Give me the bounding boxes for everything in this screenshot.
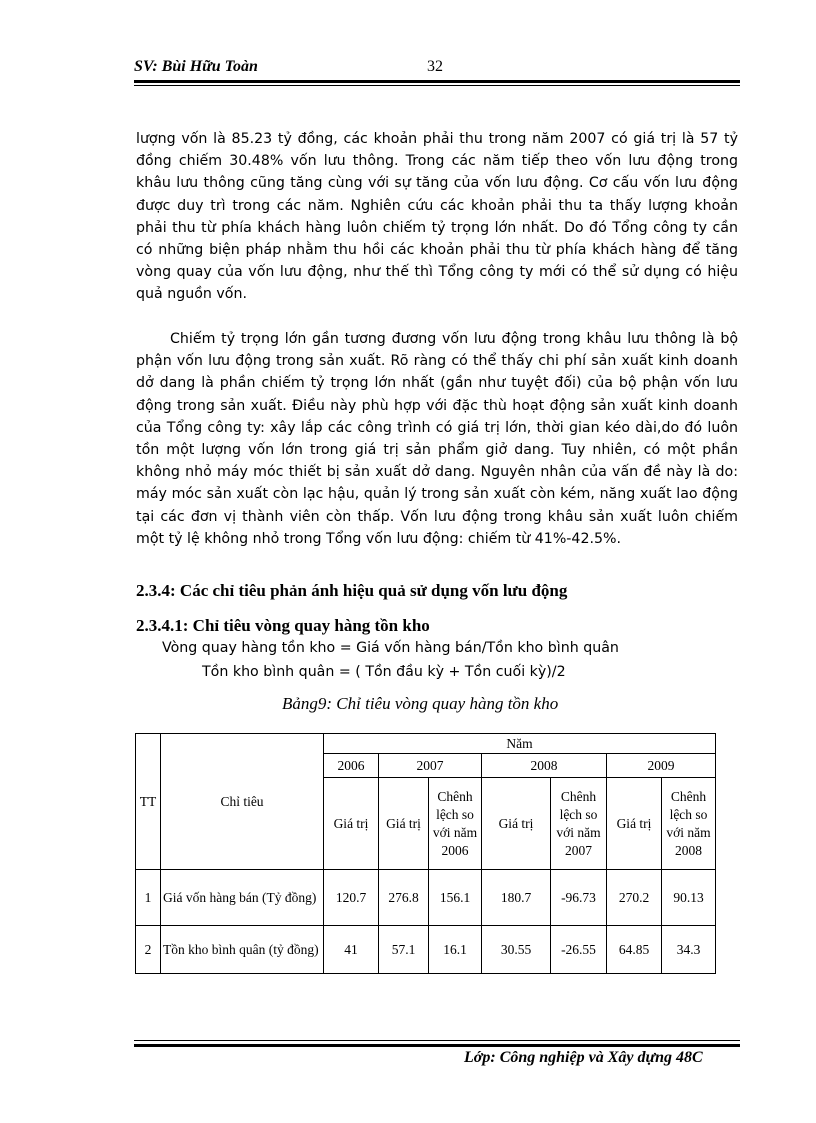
paragraph-1: lượng vốn là 85.23 tỷ đồng, các khoản phải thu trong năm 2007 có giá trị là 57 tỷ đồng chiếm 30.48% vốn lưu thông. Trong các năm tiếp theo vốn lưu động trong khâu lưu thông cũng tăng cùng với sự tăng của vốn lưu động. Cơ cấu vốn lưu động được duy trì trong các năm. Nghiên cứu các khoản phải thu ta thấy lượng khoản phải thu từ phía khách hàng luôn chiếm tỷ trọng lớn nhất. Do đó Tổng công ty cần có những biện pháp nhằm thu hồi các khoản phải thu từ phía khách hàng để tăng vòng quay của vốn lưu động, như thế thì Tổng công ty mới có thể sử dụng có hiệu quả nguồn vốn. xyxy=(136,131,738,303)
header-indicator: Chỉ tiêu xyxy=(161,734,324,870)
cell-value: 120.7 xyxy=(324,870,379,926)
cell-diff: -96.73 xyxy=(551,870,607,926)
cell-value: 270.2 xyxy=(607,870,662,926)
cell-value: 30.55 xyxy=(482,926,551,974)
footer-rule-thick xyxy=(134,1044,740,1047)
table-row xyxy=(136,926,716,974)
cell-diff: 16.1 xyxy=(429,926,482,974)
cell-tt: 1 xyxy=(136,870,161,926)
header-year-2009: 2009 xyxy=(607,754,716,778)
header-diff-2009: Chênh lệch so với năm 2008 xyxy=(662,778,716,870)
header-value: Giá trị xyxy=(324,778,379,870)
cell-value: 64.85 xyxy=(607,926,662,974)
cell-value: 41 xyxy=(324,926,379,974)
cell-tt: 2 xyxy=(136,926,161,974)
formula-inventory-turnover: Vòng quay hàng tồn kho = Giá vốn hàng bán/Tồn kho bình quân xyxy=(162,640,619,656)
header-diff-2007: Chênh lệch so với năm 2006 xyxy=(429,778,482,870)
formula-average-inventory: Tồn kho bình quân = ( Tồn đầu kỳ + Tồn cuối kỳ)/2 xyxy=(202,664,566,680)
header-year-2007: 2007 xyxy=(379,754,482,778)
cell-diff: -26.55 xyxy=(551,926,607,974)
header-value: Giá trị xyxy=(379,778,429,870)
cell-diff: 156.1 xyxy=(429,870,482,926)
header-tt: TT xyxy=(136,734,161,870)
cell-value: 276.8 xyxy=(379,870,429,926)
header-year-group: Năm xyxy=(324,734,716,754)
cell-indicator: Tồn kho bình quân (tỷ đồng) xyxy=(161,926,324,974)
paragraph-2: Chiếm tỷ trọng lớn gần tương đương vốn lưu động trong khâu lưu thông là bộ phận vốn lưu động trong sản xuất. Rõ ràng có thể thấy chi phí sản xuất kinh doanh dở dang là phần chiếm tỷ trọng lớn nhất (gần như tuyệt đối) của bộ phận vốn lưu động trong sản xuất. Điều này phù hợp với đặc thù hoạt động sản xuất kinh doanh của Tổng công ty: xây lắp các công trình có giá trị lớn, thời gian kéo dài,do đó luôn tồn một lượng vốn lớn trong giá trị sản phẩm giở dang. Tuy nhiên, có một phần không nhỏ máy móc thiết bị sản xuất dở dang. Nguyên nhân của vấn đề này là do: máy móc sản xuất còn lạc hậu, quản lý trong sản xuất còn kém, năng xuất lao động tại các đơn vị thành viên còn thấp. Vốn lưu động trong khâu sản xuất luôn chiếm một tỷ lệ không nhỏ trong Tổng vốn lưu động: chiếm từ 41%-42.5%. xyxy=(136,331,738,547)
author-name: SV: Bùi Hữu Toàn xyxy=(134,58,258,75)
cell-diff: 34.3 xyxy=(662,926,716,974)
cell-diff: 90.13 xyxy=(662,870,716,926)
header-value: Giá trị xyxy=(607,778,662,870)
header-rule-thick xyxy=(134,80,740,83)
page-number: 32 xyxy=(427,58,443,75)
inventory-turnover-table xyxy=(135,733,716,974)
subsection-heading: 2.3.4.1: Chỉ tiêu vòng quay hàng tồn kho xyxy=(136,616,430,635)
header-year-2006: 2006 xyxy=(324,754,379,778)
section-heading: 2.3.4: Các chỉ tiêu phản ánh hiệu quả sử dụng vốn lưu động xyxy=(136,581,568,600)
header-rule-thin xyxy=(134,85,740,86)
table-row xyxy=(136,870,716,926)
header-diff-2008: Chênh lệch so với năm 2007 xyxy=(551,778,607,870)
cell-indicator: Giá vốn hàng bán (Tỷ đồng) xyxy=(161,870,324,926)
header-year-2008: 2008 xyxy=(482,754,607,778)
table-caption: Bảng9: Chỉ tiêu vòng quay hàng tồn kho xyxy=(282,694,559,713)
footer-rule-thin xyxy=(134,1040,740,1041)
page-footer: Lớp: Công nghiệp và Xây dựng 48C xyxy=(464,1049,703,1066)
header-value: Giá trị xyxy=(482,778,551,870)
cell-value: 57.1 xyxy=(379,926,429,974)
page-header xyxy=(134,58,740,82)
cell-value: 180.7 xyxy=(482,870,551,926)
